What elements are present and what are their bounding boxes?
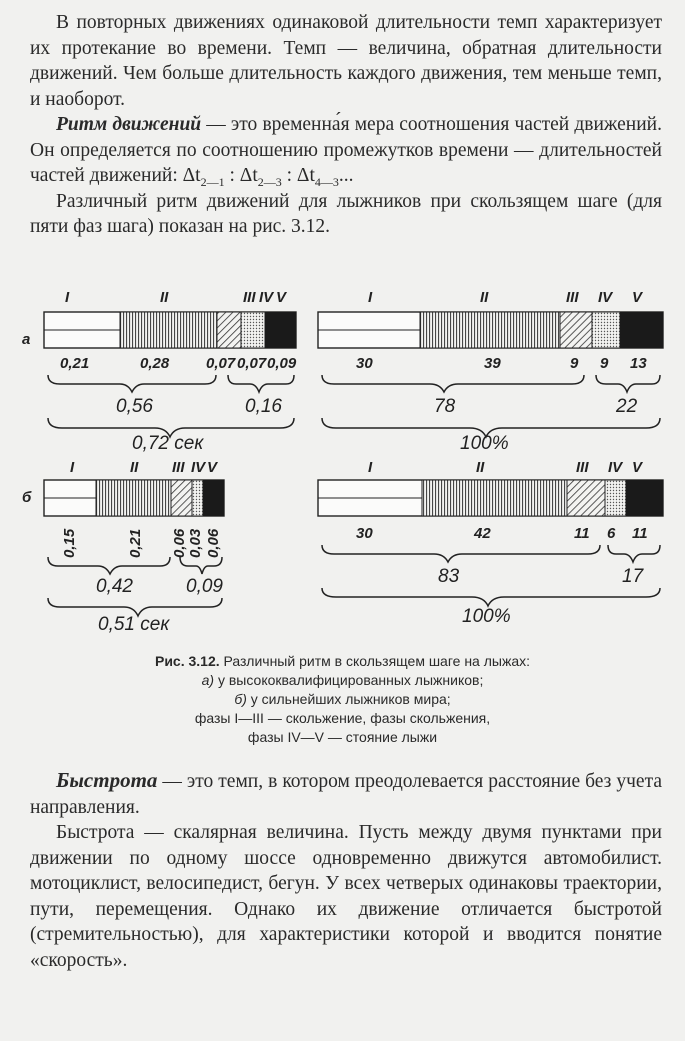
segment-phase-5 xyxy=(265,312,296,348)
value-b-left-5: 0,06 xyxy=(205,528,222,558)
rhythm-definition: — это временна́я мера соотношения частей движений. Он определяется по соотношению промежутков времени — длительностей частей движений: Δt xyxy=(30,114,662,186)
phase-label-a-left-3: III xyxy=(243,289,256,306)
segment-phase-2 xyxy=(420,312,560,348)
value-b-left-1: 0,15 xyxy=(61,528,78,558)
segment-phase-2 xyxy=(120,312,217,348)
paragraph-tempo: В повторных движениях одинаковой длительности темп характеризует их протекание во времени. Темп — величина, обратная длительности движений. Чем больше длительность каждого движения, тем меньше темп, и наоборот. xyxy=(30,12,662,110)
total-a-right: 100% xyxy=(460,433,509,454)
bar-b-left xyxy=(44,459,224,635)
ratio-end: ... xyxy=(338,165,354,186)
caption-text-a: у высококвалифицированных лыжников; xyxy=(214,672,484,688)
caption-title-rest: Различный ритм в скользящем шаге на лыжах: xyxy=(219,653,530,669)
phase-label-b-right-2: II xyxy=(476,459,485,476)
total-a-left: 0,72 сек xyxy=(132,433,204,454)
value-a-left-2: 0,28 xyxy=(140,355,170,372)
phase-label-b-right-1: I xyxy=(368,459,373,476)
segment-phase-5 xyxy=(203,480,224,516)
segment-phase-4 xyxy=(605,480,626,516)
row-label-a: а xyxy=(22,331,31,348)
phase-label-a-right-5: V xyxy=(632,289,643,306)
value-b-right-4: 6 xyxy=(607,525,616,542)
brace-b-right-group2 xyxy=(608,545,660,562)
group2-a-left: 0,16 xyxy=(245,396,282,417)
phase-label-a-right-3: III xyxy=(566,289,579,306)
subscript-3: 4—3 xyxy=(314,174,339,189)
paragraph-scalar: Быстрота — скалярная величина. Пусть между двумя пунктами при движении по одному шоссе одновременно движутся автомобилист. мотоциклист, велосипедист, бегун. У всех четверых одинаковы траектории, пути, перемещения. Однако их движение отличается быстротой (стремительностью), для характеристики которой и вводится понятие «скорость». xyxy=(30,822,662,971)
phase-label-a-left-4: IV xyxy=(259,289,274,306)
segment-phase-4 xyxy=(592,312,620,348)
phase-label-a-left-1: I xyxy=(65,289,70,306)
subscript-1: 2—1 xyxy=(200,174,225,189)
value-a-right-2: 39 xyxy=(484,355,501,372)
caption-line-4: фазы IV—V — стояние лыжи xyxy=(247,729,438,745)
bar-a-right xyxy=(318,289,663,454)
text-bottom xyxy=(30,768,662,973)
brace-a-left-group2 xyxy=(228,375,294,392)
segment-phase-2 xyxy=(422,480,567,516)
segment-phase-4 xyxy=(241,312,265,348)
value-b-left-4: 0,03 xyxy=(187,528,204,558)
segment-phase-3 xyxy=(567,480,605,516)
segment-phase-3 xyxy=(217,312,241,348)
ratio-sep-1: : Δt xyxy=(224,165,258,186)
term-rhythm: Ритм движений xyxy=(56,114,202,135)
phase-label-a-right-1: I xyxy=(368,289,373,306)
brace-b-right-total xyxy=(322,588,660,606)
phase-label-b-right-5: V xyxy=(632,459,643,476)
phase-label-a-right-2: II xyxy=(480,289,489,306)
value-a-left-5: 0,09 xyxy=(267,355,297,372)
value-b-right-1: 30 xyxy=(356,525,373,542)
total-b-right: 100% xyxy=(462,606,511,627)
group1-b-left: 0,42 xyxy=(96,576,133,597)
brace-a-right-group2 xyxy=(596,375,660,392)
brace-b-right-group1 xyxy=(322,545,600,562)
segment-phase-3 xyxy=(171,480,192,516)
caption-text-b: у сильнейших лыжников мира; xyxy=(246,691,451,707)
subscript-2: 2—3 xyxy=(257,174,282,189)
segment-phase-2 xyxy=(96,480,171,516)
value-a-left-1: 0,21 xyxy=(60,355,90,372)
caption-letter-a: а) xyxy=(201,672,215,688)
term-quickness: Быстрота xyxy=(56,768,158,792)
phase-label-a-left-5: V xyxy=(276,289,287,306)
value-a-right-3: 9 xyxy=(570,355,579,372)
group2-b-left: 0,09 xyxy=(186,576,223,597)
brace-b-left-group2 xyxy=(180,557,222,574)
bar-a-left xyxy=(44,289,297,454)
bar-b-right xyxy=(318,459,663,627)
group1-b-right: 83 xyxy=(438,566,460,587)
phase-label-b-left-2: II xyxy=(130,459,139,476)
paragraph-figure-ref: Различный ритм движений для лыжников при скользящем шаге (для пяти фаз шага) показан на рис. 3.12. xyxy=(30,190,662,237)
value-b-right-5: 11 xyxy=(632,525,648,542)
phase-label-b-left-5: V xyxy=(207,459,218,476)
caption-letter-b: б) xyxy=(234,691,247,707)
phase-label-a-right-4: IV xyxy=(598,289,613,306)
value-b-left-3: 0,06 xyxy=(171,528,188,558)
value-b-right-3: 11 xyxy=(574,525,590,542)
segment-phase-5 xyxy=(626,480,663,516)
value-a-right-5: 13 xyxy=(630,355,647,372)
quickness-definition: — это темп, в котором преодолевается расстояние без учета направления. xyxy=(30,771,662,818)
row-label-b: б xyxy=(22,489,32,506)
group1-a-left: 0,56 xyxy=(116,396,153,417)
segment-phase-5 xyxy=(620,312,663,348)
value-b-right-2: 42 xyxy=(474,525,491,542)
value-a-right-1: 30 xyxy=(356,355,373,372)
brace-b-left-group1 xyxy=(48,557,170,574)
ratio-sep-2: : Δt xyxy=(281,165,315,186)
group1-a-right: 78 xyxy=(434,396,456,417)
value-a-right-4: 9 xyxy=(600,355,609,372)
phase-label-b-left-3: III xyxy=(172,459,185,476)
caption-title: Рис. 3.12. xyxy=(154,653,220,669)
phase-label-b-left-1: I xyxy=(70,459,75,476)
segment-phase-3 xyxy=(560,312,592,348)
segment-phase-4 xyxy=(192,480,203,516)
total-b-left: 0,51 сек xyxy=(98,614,170,635)
caption-title-line xyxy=(30,652,655,671)
group2-a-right: 22 xyxy=(616,396,638,417)
phase-label-a-left-2: II xyxy=(160,289,169,306)
value-a-left-3: 0,07 xyxy=(206,355,236,372)
group2-b-right: 17 xyxy=(622,566,644,587)
value-a-left-4: 0,07 xyxy=(237,355,267,372)
brace-a-left-group1 xyxy=(48,375,216,392)
caption-line-b xyxy=(30,690,655,709)
value-b-left-2: 0,21 xyxy=(127,528,144,558)
phase-label-b-left-4: IV xyxy=(191,459,206,476)
caption-line-a xyxy=(30,671,655,690)
figure-caption xyxy=(30,652,655,747)
caption-line-3: фазы I—III — скольжение, фазы скольжения, xyxy=(194,710,491,726)
paragraph-quickness xyxy=(30,768,662,820)
brace-a-right-group1 xyxy=(322,375,584,392)
phase-label-b-right-4: IV xyxy=(608,459,623,476)
phase-label-b-right-3: III xyxy=(576,459,589,476)
